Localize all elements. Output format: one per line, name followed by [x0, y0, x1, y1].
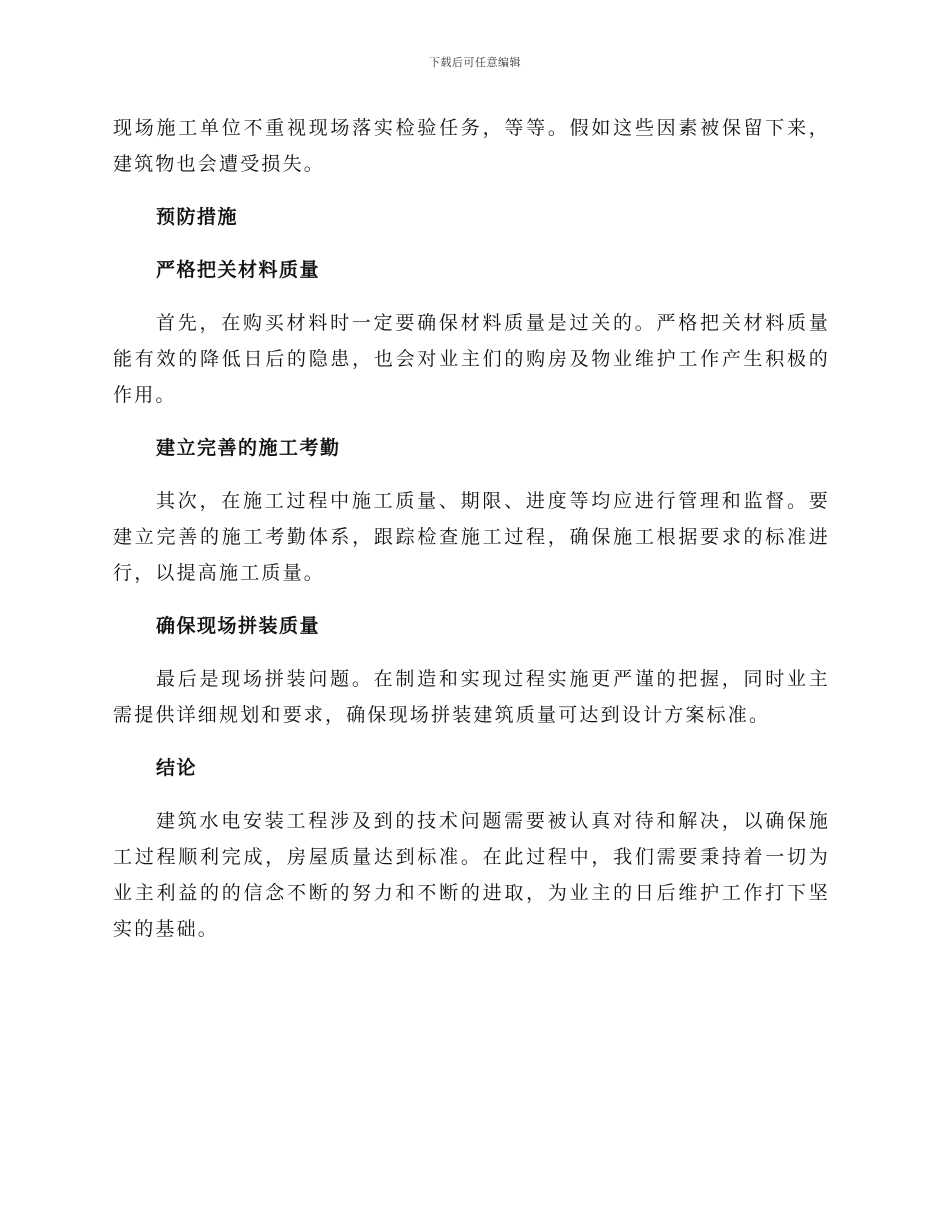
paragraph-continued: 现场施工单位不重视现场落实检验任务，等等。假如这些因素被保留下来，建筑物也会遭受损失。	[113, 117, 830, 175]
heading-prevention-measures: 预防措施	[156, 206, 239, 228]
heading-onsite-assembly: 确保现场拼装质量	[156, 615, 321, 637]
paragraph-conclusion: 建筑水电安装工程涉及到的技术问题需要被认真对待和解决，以确保施工过程顺利完成，房屋质量达到标准。在此过程中，我们需要秉持着一切为业主利益的的信念不断的努力和不断的进取，为业主的日后维护工作打下坚实的基础。	[113, 810, 830, 940]
page-header: 下载后可任意编辑	[429, 56, 521, 69]
heading-construction-attendance: 建立完善的施工考勤	[156, 437, 341, 459]
paragraph-material-quality: 首先，在购买材料时一定要确保材料质量是过关的。严格把关材料质量能有效的降低日后的隐患，也会对业主们的购房及物业维护工作产生积极的作用。	[113, 312, 830, 406]
heading-conclusion: 结论	[156, 757, 198, 779]
heading-material-quality: 严格把关材料质量	[156, 259, 321, 281]
paragraph-construction-attendance: 其次，在施工过程中施工质量、期限、进度等均应进行管理和监督。要建立完善的施工考勤体系，跟踪检查施工过程，确保施工根据要求的标准进行，以提高施工质量。	[113, 490, 830, 584]
document-body	[113, 110, 830, 947]
paragraph-onsite-assembly: 最后是现场拼装问题。在制造和实现过程实施更严谨的把握，同时业主需提供详细规划和要求，确保现场拼装建筑质量可达到设计方案标准。	[113, 668, 830, 726]
